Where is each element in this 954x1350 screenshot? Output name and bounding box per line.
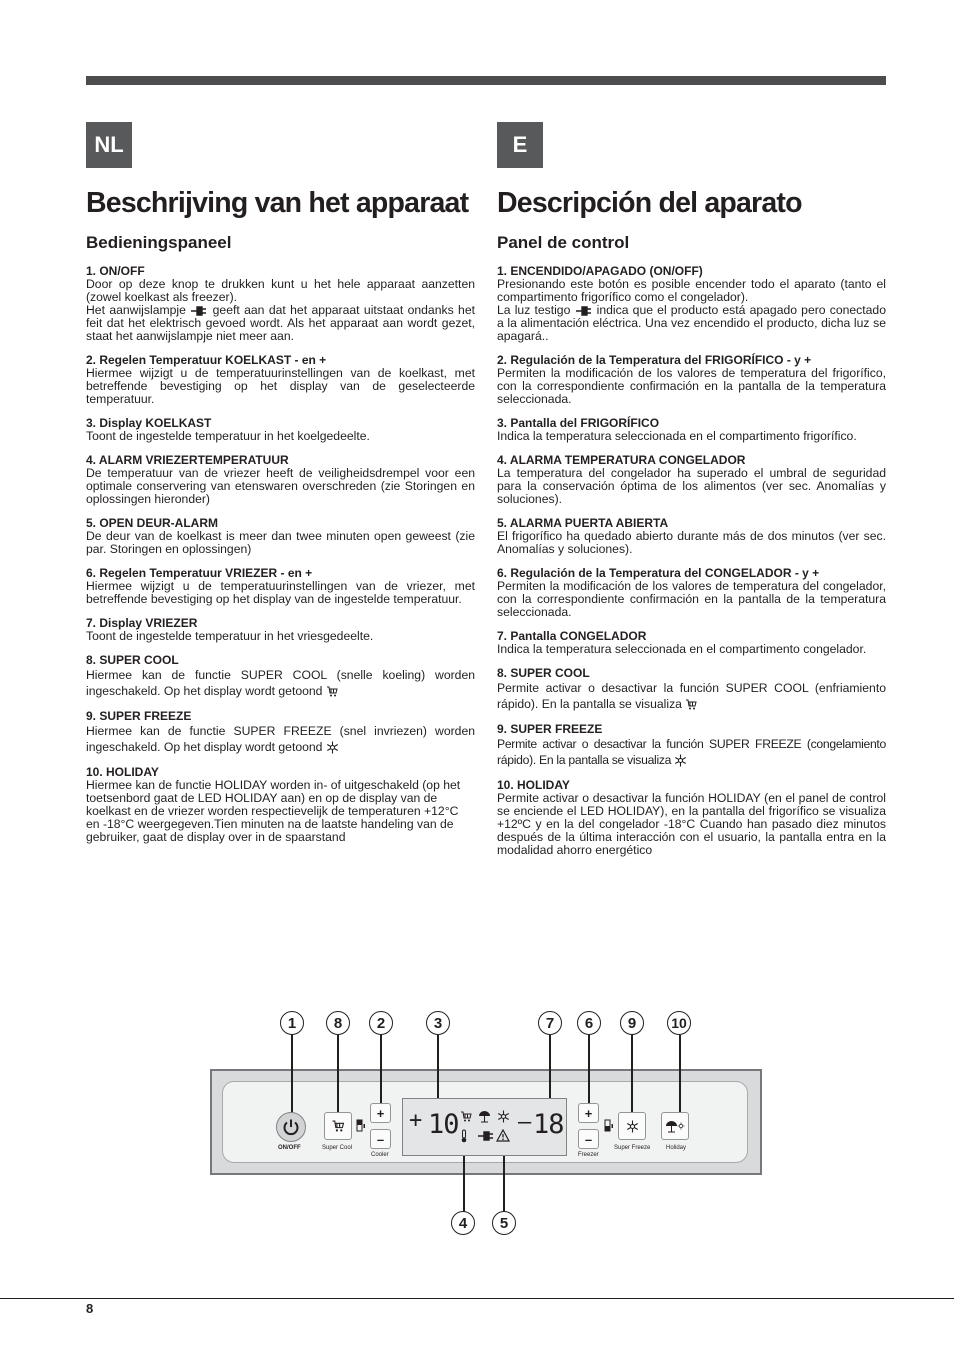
item-body: Hiermee kan de functie HOLIDAY worden in- of uitgeschakeld (op het toetsenbord gaat de LED HOLIDAY aan) en op de display van de koelkast en de vriezer worden respectievelijk de temperaturen +12°C en -18°C weergegeven.Tien minuten na de laatste handeling van de gebruiker, gaat de display over in de spaarstand <box>86 778 461 844</box>
item-body: La temperatura del congelador ha superado el umbral de seguridad para la conservación óptima de los alimentos (ver sec. Anomalías y soluciones). <box>497 466 886 506</box>
item-nl-1 <box>86 265 475 343</box>
warning-icon <box>496 1129 510 1142</box>
item-es-3 <box>497 417 886 443</box>
header-bar <box>86 76 886 85</box>
item-body: Permite activar o desactivar la función SUPER FREEZE (congelamiento rápido). En la pantalla se visualiza <box>497 737 886 767</box>
item-body-part: geeft aan dat het apparaat uitstaat ondanks het feit dat het elektrisch gevoed wordt. Als het apparaat aan wordt gezet, staat het aanwijslampje niet meer aan. <box>86 303 475 343</box>
column-nl <box>86 185 475 855</box>
freezer-indicator-icon <box>604 1119 614 1132</box>
item-es-4 <box>497 454 886 506</box>
footer-rule <box>0 1298 954 1299</box>
item-title: 3. Pantalla del FRIGORÍFICO <box>497 416 660 430</box>
holiday-button[interactable] <box>661 1112 689 1140</box>
item-es-6 <box>497 567 886 619</box>
snowflake-icon <box>674 754 687 767</box>
item-body: Permiten la modificación de los valores de temperatura del frigorífico, con la correspondiente confirmación en la pantalla de la temperatura seleccionada. <box>497 366 886 406</box>
item-title: 9. SUPER FREEZE <box>497 722 603 736</box>
item-nl-7 <box>86 617 475 643</box>
item-body-part: indica que el producto está apagado pero conectado a la alimentación eléctrica. Una vez encendido el producto, dicha luz se apagará.. <box>497 303 886 343</box>
section-title-nl: Bedieningspaneel <box>86 233 232 252</box>
item-body: Toont de ingestelde temperatuur in het vriesgedeelte. <box>86 629 374 643</box>
item-es-5 <box>497 517 886 556</box>
item-body: Hiermee kan de functie SUPER COOL (snelle koeling) worden ingeschakeld. Op het display wordt getoond <box>86 668 475 698</box>
item-body: De deur van de koelkast is meer dan twee minuten open geweest (zie par. Storingen en oplossingen) <box>86 529 475 556</box>
page-title-es: Descripción del aparato <box>497 187 802 219</box>
cooler-label: Cooler <box>371 1152 389 1158</box>
item-es-10 <box>497 779 886 857</box>
item-body: De temperatuur van de vriezer heeft de veiligheidsdrempel voor een optimale conservering van etenswaren overschreden (zie Storingen en oplossingen hieronder) <box>86 466 475 506</box>
language-badge-nl: NL <box>86 122 132 168</box>
leader-line <box>588 1035 590 1103</box>
callout-6: 6 <box>577 1011 601 1035</box>
callout-4: 4 <box>451 1211 475 1235</box>
super-cool-label: Super Cool <box>322 1145 353 1151</box>
item-nl-9 <box>86 710 475 755</box>
item-body: Indica la temperatura seleccionada en el compartimento frigorífico. <box>497 429 857 443</box>
item-body: Hiermee kan de functie SUPER FREEZE (snel invriezen) worden ingeschakeld. Op het display wordt getoond <box>86 724 475 754</box>
snowflake-icon <box>626 1120 639 1133</box>
item-body: Hiermee wijzigt u de temperatuurinstellingen van de koelkast, met betreffende bevestiging op het display van de geselecteerde temperatuur. <box>86 366 475 406</box>
item-body: Permite activar o desactivar la función HOLIDAY (en el panel de control se enciende el LED HOLIDAY), en la pantalla del frigorífico se visualiza +12ºC y en la del congelador -18°C Cuando han pasado diez minutos después de la última interacción con el usuario, la pantalla entra en la modalidad ahorro energético <box>497 791 886 857</box>
leader-line <box>679 1035 681 1113</box>
item-nl-4 <box>86 454 475 506</box>
item-title: 6. Regulación de la Temperatura del CONGELADOR - y + <box>497 566 820 580</box>
fridge-plus-sign: + <box>409 1108 422 1133</box>
leader-line <box>337 1035 339 1113</box>
callout-3: 3 <box>426 1011 450 1035</box>
super-freeze-button[interactable] <box>618 1112 646 1140</box>
item-title: 7. Pantalla CONGELADOR <box>497 629 647 643</box>
item-title: 3. Display KOELKAST <box>86 416 212 430</box>
item-es-2 <box>497 354 886 406</box>
item-title: 4. ALARMA TEMPERATURA CONGELADOR <box>497 453 746 467</box>
callout-9: 9 <box>620 1011 644 1035</box>
item-es-8 <box>497 667 886 712</box>
item-body: Permiten la modificación de los valores de temperatura del congelador, con la correspondiente confirmación en la pantalla de la temperatura seleccionada. <box>497 579 886 619</box>
plug-icon <box>190 306 208 316</box>
item-body: Hiermee wijzigt u de temperatuurinstellingen van de vriezer, met betreffende bevestiging op het display van de ingestelde temperatuur. <box>86 579 475 606</box>
callout-1: 1 <box>280 1011 304 1035</box>
snowflake-icon <box>497 1110 510 1123</box>
freezer-minus-sign: – <box>518 1110 531 1135</box>
item-body-part: La luz testigo <box>497 303 571 317</box>
power-icon <box>281 1117 301 1137</box>
umbrella-icon <box>478 1110 491 1123</box>
item-es-7 <box>497 630 886 656</box>
item-nl-10 <box>86 766 475 844</box>
leader-line <box>291 1035 293 1113</box>
umbrella-sun-icon <box>665 1120 685 1133</box>
thermometer-icon <box>460 1129 468 1143</box>
cart-icon <box>460 1111 472 1122</box>
item-title: 4. ALARM VRIEZERTEMPERATUUR <box>86 453 289 467</box>
item-body: Permite activar o desactivar la función SUPER COOL (enfriamiento rápido). En la pantalla se visualiza <box>497 681 886 711</box>
item-body-part: Het aanwijslampje <box>86 303 186 317</box>
callout-8: 8 <box>326 1011 350 1035</box>
item-body: Indica la temperatura seleccionada en el compartimento congelador. <box>497 642 867 656</box>
leader-line <box>631 1035 633 1113</box>
item-nl-3 <box>86 417 475 443</box>
freezer-plus-button[interactable]: + <box>578 1103 599 1123</box>
snowflake-icon <box>326 741 339 754</box>
item-title: 2. Regelen Temperatuur KOELKAST - en + <box>86 353 327 367</box>
item-title: 5. OPEN DEUR-ALARM <box>86 516 219 530</box>
freezer-temperature: 18 <box>533 1109 564 1140</box>
item-title: 10. HOLIDAY <box>86 765 159 779</box>
section-title-es: Panel de control <box>497 233 630 252</box>
language-badge-e: E <box>497 122 543 168</box>
item-title: 6. Regelen Temperatuur VRIEZER - en + <box>86 566 313 580</box>
item-body: El frigorífico ha quedado abierto durante más de dos minutos (ver sec. Anomalías y soluciones). <box>497 529 886 556</box>
cart-icon <box>326 686 338 697</box>
item-title: 9. SUPER FREEZE <box>86 709 192 723</box>
item-title: 10. HOLIDAY <box>497 778 570 792</box>
freezer-label: Freezer <box>578 1152 599 1158</box>
item-title: 1. ON/OFF <box>86 264 145 278</box>
cooler-minus-button[interactable]: – <box>370 1129 391 1149</box>
leader-line <box>380 1035 382 1103</box>
plug-icon <box>575 306 593 316</box>
item-title: 2. Regulación de la Temperatura del FRIGORÍFICO - y + <box>497 353 812 367</box>
item-title: 8. SUPER COOL <box>86 653 179 667</box>
cooler-plus-button[interactable]: + <box>370 1103 391 1123</box>
item-title: 5. ALARMA PUERTA ABIERTA <box>497 516 669 530</box>
cart-icon <box>331 1120 345 1132</box>
callout-5: 5 <box>492 1211 516 1235</box>
freezer-minus-button[interactable]: – <box>578 1129 599 1149</box>
item-es-1 <box>497 265 886 343</box>
plug-icon <box>477 1131 495 1141</box>
fridge-temperature: 10 <box>428 1109 459 1140</box>
column-es <box>497 185 886 868</box>
cart-icon <box>685 699 697 710</box>
item-title: 8. SUPER COOL <box>497 666 590 680</box>
item-body: Toont de ingestelde temperatuur in het koelgedeelte. <box>86 429 370 443</box>
item-body: Door op deze knop te drukken kunt u het hele apparaat aanzetten (zowel koelkast als freezer). <box>86 277 475 304</box>
onoff-label: ON/OFF <box>278 1145 301 1151</box>
item-nl-6 <box>86 567 475 606</box>
super-freeze-label: Super Freeze <box>614 1145 651 1151</box>
item-nl-2 <box>86 354 475 406</box>
item-title: 1. ENCENDIDO/APAGADO (ON/OFF) <box>497 264 703 278</box>
super-cool-button[interactable] <box>324 1112 352 1140</box>
callout-2: 2 <box>369 1011 393 1035</box>
fridge-indicator-icon <box>356 1119 366 1132</box>
holiday-label: Holiday <box>666 1145 687 1151</box>
page-number: 8 <box>86 1301 94 1316</box>
callout-10: 10 <box>667 1011 691 1035</box>
item-title: 7. Display VRIEZER <box>86 616 198 630</box>
item-body: Presionando este botón es posible encender todo el aparato (tanto el compartimento frigorífico como el congelador). <box>497 277 886 304</box>
callout-7: 7 <box>538 1011 562 1035</box>
power-button[interactable] <box>276 1112 306 1142</box>
page-title-nl: Beschrijving van het apparaat <box>86 187 469 219</box>
item-nl-5 <box>86 517 475 556</box>
item-nl-8 <box>86 654 475 699</box>
item-es-9 <box>497 723 886 768</box>
